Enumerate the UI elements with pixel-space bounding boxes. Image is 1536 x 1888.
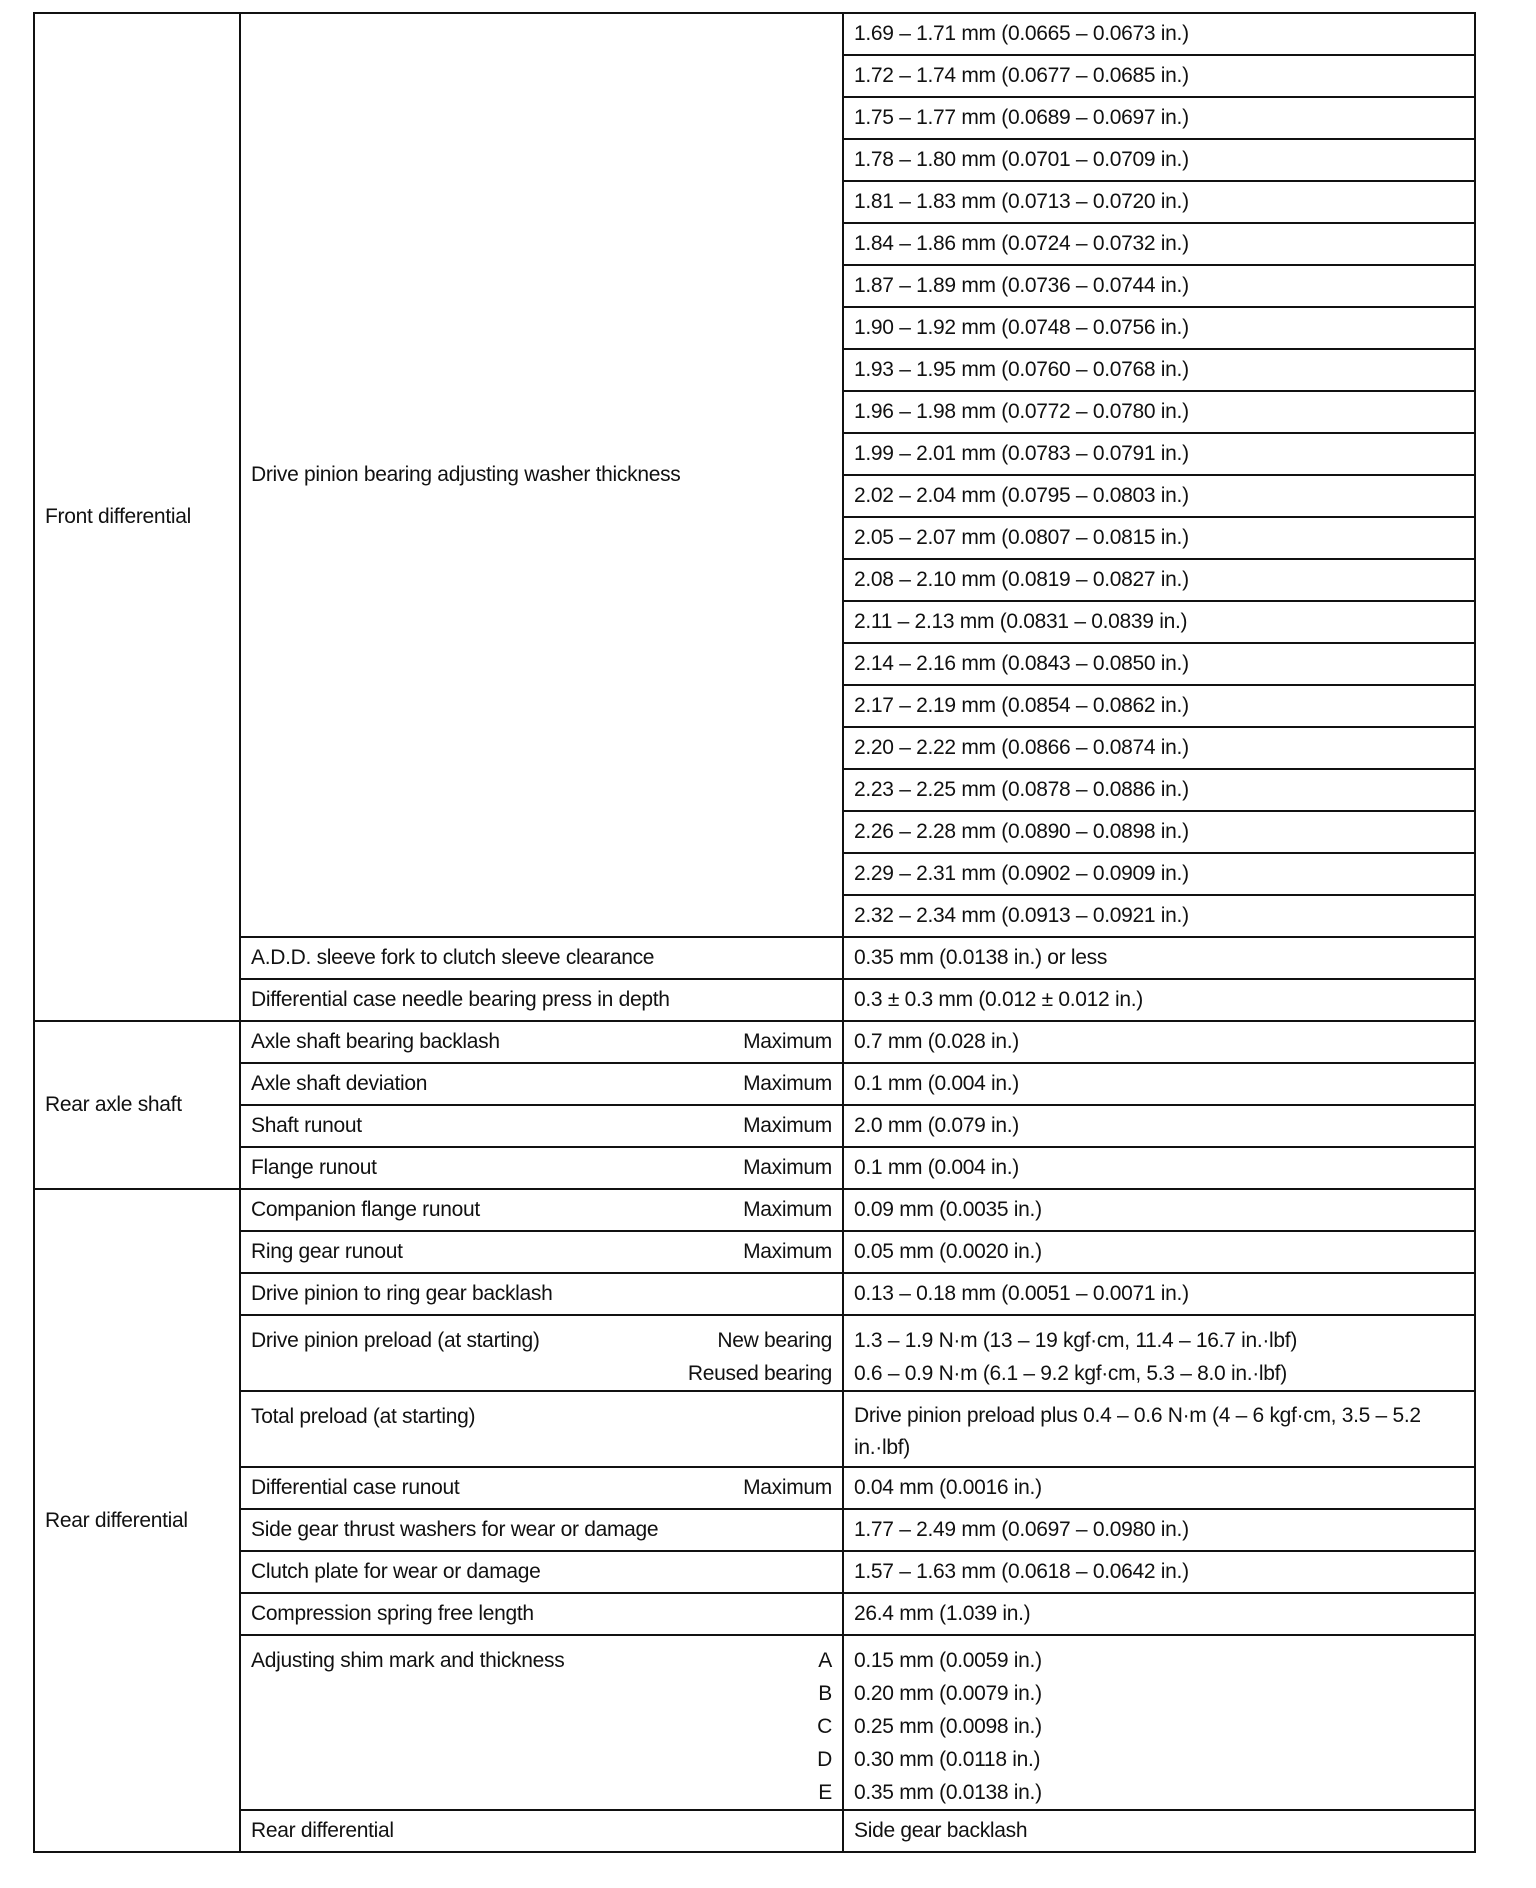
washer-value: 2.05 – 2.07 mm (0.0807 – 0.0815 in.) — [843, 517, 1475, 559]
clutch-plate-label: Clutch plate for wear or damage — [240, 1551, 843, 1593]
add-sleeve-value: 0.35 mm (0.0138 in.) or less — [843, 937, 1475, 979]
companion-flange-value: 0.09 mm (0.0035 in.) — [843, 1189, 1475, 1231]
washer-value: 1.87 – 1.89 mm (0.0736 – 0.0744 in.) — [843, 265, 1475, 307]
table-row — [34, 1391, 1475, 1467]
washer-value: 1.78 – 1.80 mm (0.0701 – 0.0709 in.) — [843, 139, 1475, 181]
qualifier-label: Maximum — [743, 1198, 832, 1221]
washer-value: 2.20 – 2.22 mm (0.0866 – 0.0874 in.) — [843, 727, 1475, 769]
group-rear-axle-shaft: Rear axle shaft — [34, 1021, 240, 1189]
table-row — [34, 1063, 1475, 1105]
washer-value: 1.75 – 1.77 mm (0.0689 – 0.0697 in.) — [843, 97, 1475, 139]
reused-bearing-value: 0.6 – 0.9 N·m (6.1 – 9.2 kgf·cm, 5.3 – 8.0 in.·lbf) — [854, 1362, 1287, 1385]
table-row — [34, 1189, 1475, 1231]
washer-value: 1.72 – 1.74 mm (0.0677 – 0.0685 in.) — [843, 55, 1475, 97]
shim-value: 0.35 mm (0.0138 in.) — [854, 1781, 1042, 1804]
table-row — [34, 1231, 1475, 1273]
table-row — [34, 1021, 1475, 1063]
ring-gear-value: 0.05 mm (0.0020 in.) — [843, 1231, 1475, 1273]
new-bearing-label: New bearing — [717, 1329, 832, 1352]
washer-value: 2.23 – 2.25 mm (0.0878 – 0.0886 in.) — [843, 769, 1475, 811]
reused-bearing-label: Reused bearing — [687, 1362, 832, 1385]
table-row — [34, 937, 1475, 979]
clutch-plate-value: 1.57 – 1.63 mm (0.0618 – 0.0642 in.) — [843, 1551, 1475, 1593]
qualifier-label: Maximum — [743, 1072, 832, 1095]
item-value: 2.0 mm (0.079 in.) — [843, 1105, 1475, 1147]
shim-label: Adjusting shim mark and thickness — [251, 1649, 565, 1672]
qualifier-label: Maximum — [743, 1114, 832, 1137]
table-row — [34, 13, 1475, 55]
thrust-washers-value: 1.77 – 2.49 mm (0.0697 – 0.0980 in.) — [843, 1509, 1475, 1551]
table-row — [34, 1105, 1475, 1147]
item-label: Axle shaft deviation — [251, 1072, 428, 1095]
washer-value: 1.96 – 1.98 mm (0.0772 – 0.0780 in.) — [843, 391, 1475, 433]
washer-value: 2.17 – 2.19 mm (0.0854 – 0.0862 in.) — [843, 685, 1475, 727]
shim-value: 0.20 mm (0.0079 in.) — [854, 1682, 1042, 1705]
table-row — [34, 1635, 1475, 1810]
washer-value: 1.69 – 1.71 mm (0.0665 – 0.0673 in.) — [843, 13, 1475, 55]
needle-bearing-label: Differential case needle bearing press in depth — [240, 979, 843, 1021]
add-sleeve-label: A.D.D. sleeve fork to clutch sleeve clearance — [240, 937, 843, 979]
washer-value: 1.99 – 2.01 mm (0.0783 – 0.0791 in.) — [843, 433, 1475, 475]
shim-mark: E — [818, 1781, 832, 1804]
table-row — [34, 1273, 1475, 1315]
table-row — [34, 1467, 1475, 1509]
group-rear-differential: Rear differential — [34, 1189, 240, 1852]
washer-value: 1.90 – 1.92 mm (0.0748 – 0.0756 in.) — [843, 307, 1475, 349]
washer-value: 2.08 – 2.10 mm (0.0819 – 0.0827 in.) — [843, 559, 1475, 601]
spring-length-value: 26.4 mm (1.039 in.) — [843, 1593, 1475, 1635]
specification-table — [33, 12, 1476, 1853]
shim-mark: C — [817, 1715, 832, 1738]
side-gear-label: Side gear backlash — [843, 1810, 1475, 1852]
backlash-label: Drive pinion to ring gear backlash — [240, 1273, 843, 1315]
group-front-differential: Front differential — [34, 13, 240, 1021]
backlash-value: 0.13 – 0.18 mm (0.0051 – 0.0071 in.) — [843, 1273, 1475, 1315]
shim-value: 0.30 mm (0.0118 in.) — [854, 1748, 1041, 1771]
case-runout-value: 0.04 mm (0.0016 in.) — [843, 1467, 1475, 1509]
table-row — [34, 1315, 1475, 1391]
item-value: 0.7 mm (0.028 in.) — [843, 1021, 1475, 1063]
shim-mark: A — [818, 1649, 832, 1672]
washer-value: 2.02 – 2.04 mm (0.0795 – 0.0803 in.) — [843, 475, 1475, 517]
needle-bearing-value: 0.3 ± 0.3 mm (0.012 ± 0.012 in.) — [843, 979, 1475, 1021]
shim-mark: D — [817, 1748, 832, 1771]
table-row — [34, 1810, 1475, 1852]
thrust-washers-label: Side gear thrust washers for wear or damage — [240, 1509, 843, 1551]
shim-mark: B — [818, 1682, 832, 1705]
washer-value: 1.84 – 1.86 mm (0.0724 – 0.0732 in.) — [843, 223, 1475, 265]
spring-length-label: Compression spring free length — [240, 1593, 843, 1635]
total-preload-label: Total preload (at starting) — [240, 1391, 843, 1467]
table-row — [34, 1509, 1475, 1551]
new-bearing-value: 1.3 – 1.9 N·m (13 – 19 kgf·cm, 11.4 – 16.7 in.·lbf) — [854, 1329, 1298, 1352]
shim-value: 0.25 mm (0.0098 in.) — [854, 1715, 1042, 1738]
washer-value: 2.14 – 2.16 mm (0.0843 – 0.0850 in.) — [843, 643, 1475, 685]
washer-thickness-label: Drive pinion bearing adjusting washer thickness — [240, 13, 843, 937]
item-label: Axle shaft bearing backlash — [251, 1030, 500, 1053]
table-row — [34, 1551, 1475, 1593]
washer-value: 1.93 – 1.95 mm (0.0760 – 0.0768 in.) — [843, 349, 1475, 391]
group-rear-differential-2: Rear differential — [240, 1810, 843, 1852]
qualifier-label: Maximum — [743, 1030, 832, 1053]
companion-flange-label: Companion flange runout — [251, 1198, 480, 1221]
washer-value: 2.29 – 2.31 mm (0.0902 – 0.0909 in.) — [843, 853, 1475, 895]
table-row — [34, 1147, 1475, 1189]
qualifier-label: Maximum — [743, 1156, 832, 1179]
table-row — [34, 979, 1475, 1021]
item-value: 0.1 mm (0.004 in.) — [843, 1147, 1475, 1189]
item-value: 0.1 mm (0.004 in.) — [843, 1063, 1475, 1105]
item-label: Flange runout — [251, 1156, 377, 1179]
washer-value: 2.11 – 2.13 mm (0.0831 – 0.0839 in.) — [843, 601, 1475, 643]
case-runout-label: Differential case runout — [251, 1476, 460, 1499]
qualifier-label: Maximum — [743, 1476, 832, 1499]
qualifier-label: Maximum — [743, 1240, 832, 1263]
pinion-preload-label: Drive pinion preload (at starting) — [251, 1329, 540, 1352]
total-preload-value: Drive pinion preload plus 0.4 – 0.6 N·m (4 – 6 kgf·cm, 3.5 – 5.2 in.·lbf) — [843, 1391, 1475, 1467]
washer-value: 1.81 – 1.83 mm (0.0713 – 0.0720 in.) — [843, 181, 1475, 223]
washer-value: 2.32 – 2.34 mm (0.0913 – 0.0921 in.) — [843, 895, 1475, 937]
item-label: Shaft runout — [251, 1114, 362, 1137]
shim-value: 0.15 mm (0.0059 in.) — [854, 1649, 1042, 1672]
table-row — [34, 1593, 1475, 1635]
ring-gear-label: Ring gear runout — [251, 1240, 403, 1263]
washer-value: 2.26 – 2.28 mm (0.0890 – 0.0898 in.) — [843, 811, 1475, 853]
